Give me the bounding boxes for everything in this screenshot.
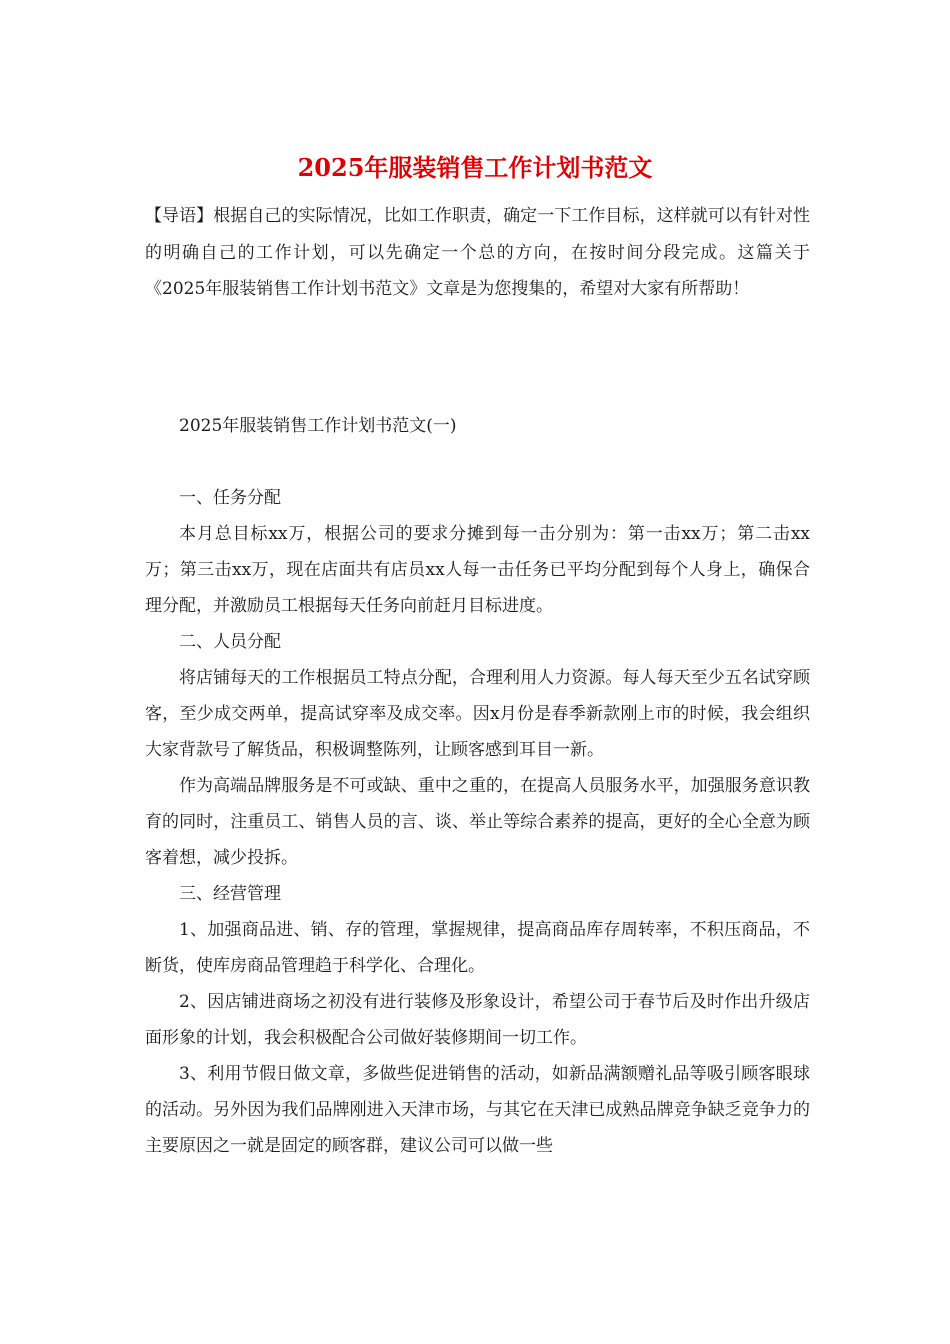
body-paragraph: 本月总目标xx万，根据公司的要求分摊到每一击分别为：第一击xx万；第二击xx万；第三击xx万，现在店面共有店员xx人每一击任务已平均分配到每个人身上，确保合理分配，并激励员工根据每天任务向前赶月目标进度。 [145, 524, 810, 616]
body-paragraph: 3、利用节假日做文章，多做些促进销售的活动，如新品满额赠礼品等吸引顾客眼球的活动。另外因为我们品牌刚进入天津市场，与其它在天津已成熟品牌竞争缺乏竞争力的主要原因之一就是固定的顾客群，建议公司可以做一些 [145, 1064, 810, 1156]
body-paragraph: 将店铺每天的工作根据员工特点分配，合理利用人力资源。每人每天至少五名试穿顾客，至少成交两单，提高试穿率及成交率。因x月份是春季新款刚上市的时候，我会组织大家背款号了解货品，积极调整陈列，让顾客感到耳目一新。 [145, 668, 810, 760]
heading-task-allocation: 一、任务分配 [179, 488, 281, 508]
document-title: 2025年服装销售工作计划书范文 [297, 153, 653, 182]
body-paragraph: 2、因店铺进商场之初没有进行装修及形象设计，希望公司于春节后及时作出升级店面形象的计划，我会积极配合公司做好装修期间一切工作。 [145, 992, 810, 1048]
heading-operations-management: 三、经营管理 [179, 884, 281, 904]
body-paragraph: 作为高端品牌服务是不可或缺、重中之重的，在提高人员服务水平，加强服务意识教育的同时，注重员工、销售人员的言、谈、举止等综合素养的提高，更好的全心全意为顾客着想，减少投拆。 [145, 776, 810, 868]
section-title: 2025年服装销售工作计划书范文(一) [179, 416, 457, 436]
body-paragraph: 1、加强商品进、销、存的管理，掌握规律，提高商品库存周转率，不积压商品，不断货，使库房商品管理趋于科学化、合理化。 [145, 920, 810, 976]
heading-staff-allocation: 二、人员分配 [179, 632, 281, 652]
intro-paragraph: 【导语】根据自己的实际情况，比如工作职责，确定一下工作目标，这样就可以有针对性的明确自己的工作计划，可以先确定一个总的方向，在按时间分段完成。这篇关于《2025年服装销售工作计划书范文》文章是为您搜集的，希望对大家有所帮助！ [145, 206, 810, 299]
document-body [145, 408, 810, 1164]
